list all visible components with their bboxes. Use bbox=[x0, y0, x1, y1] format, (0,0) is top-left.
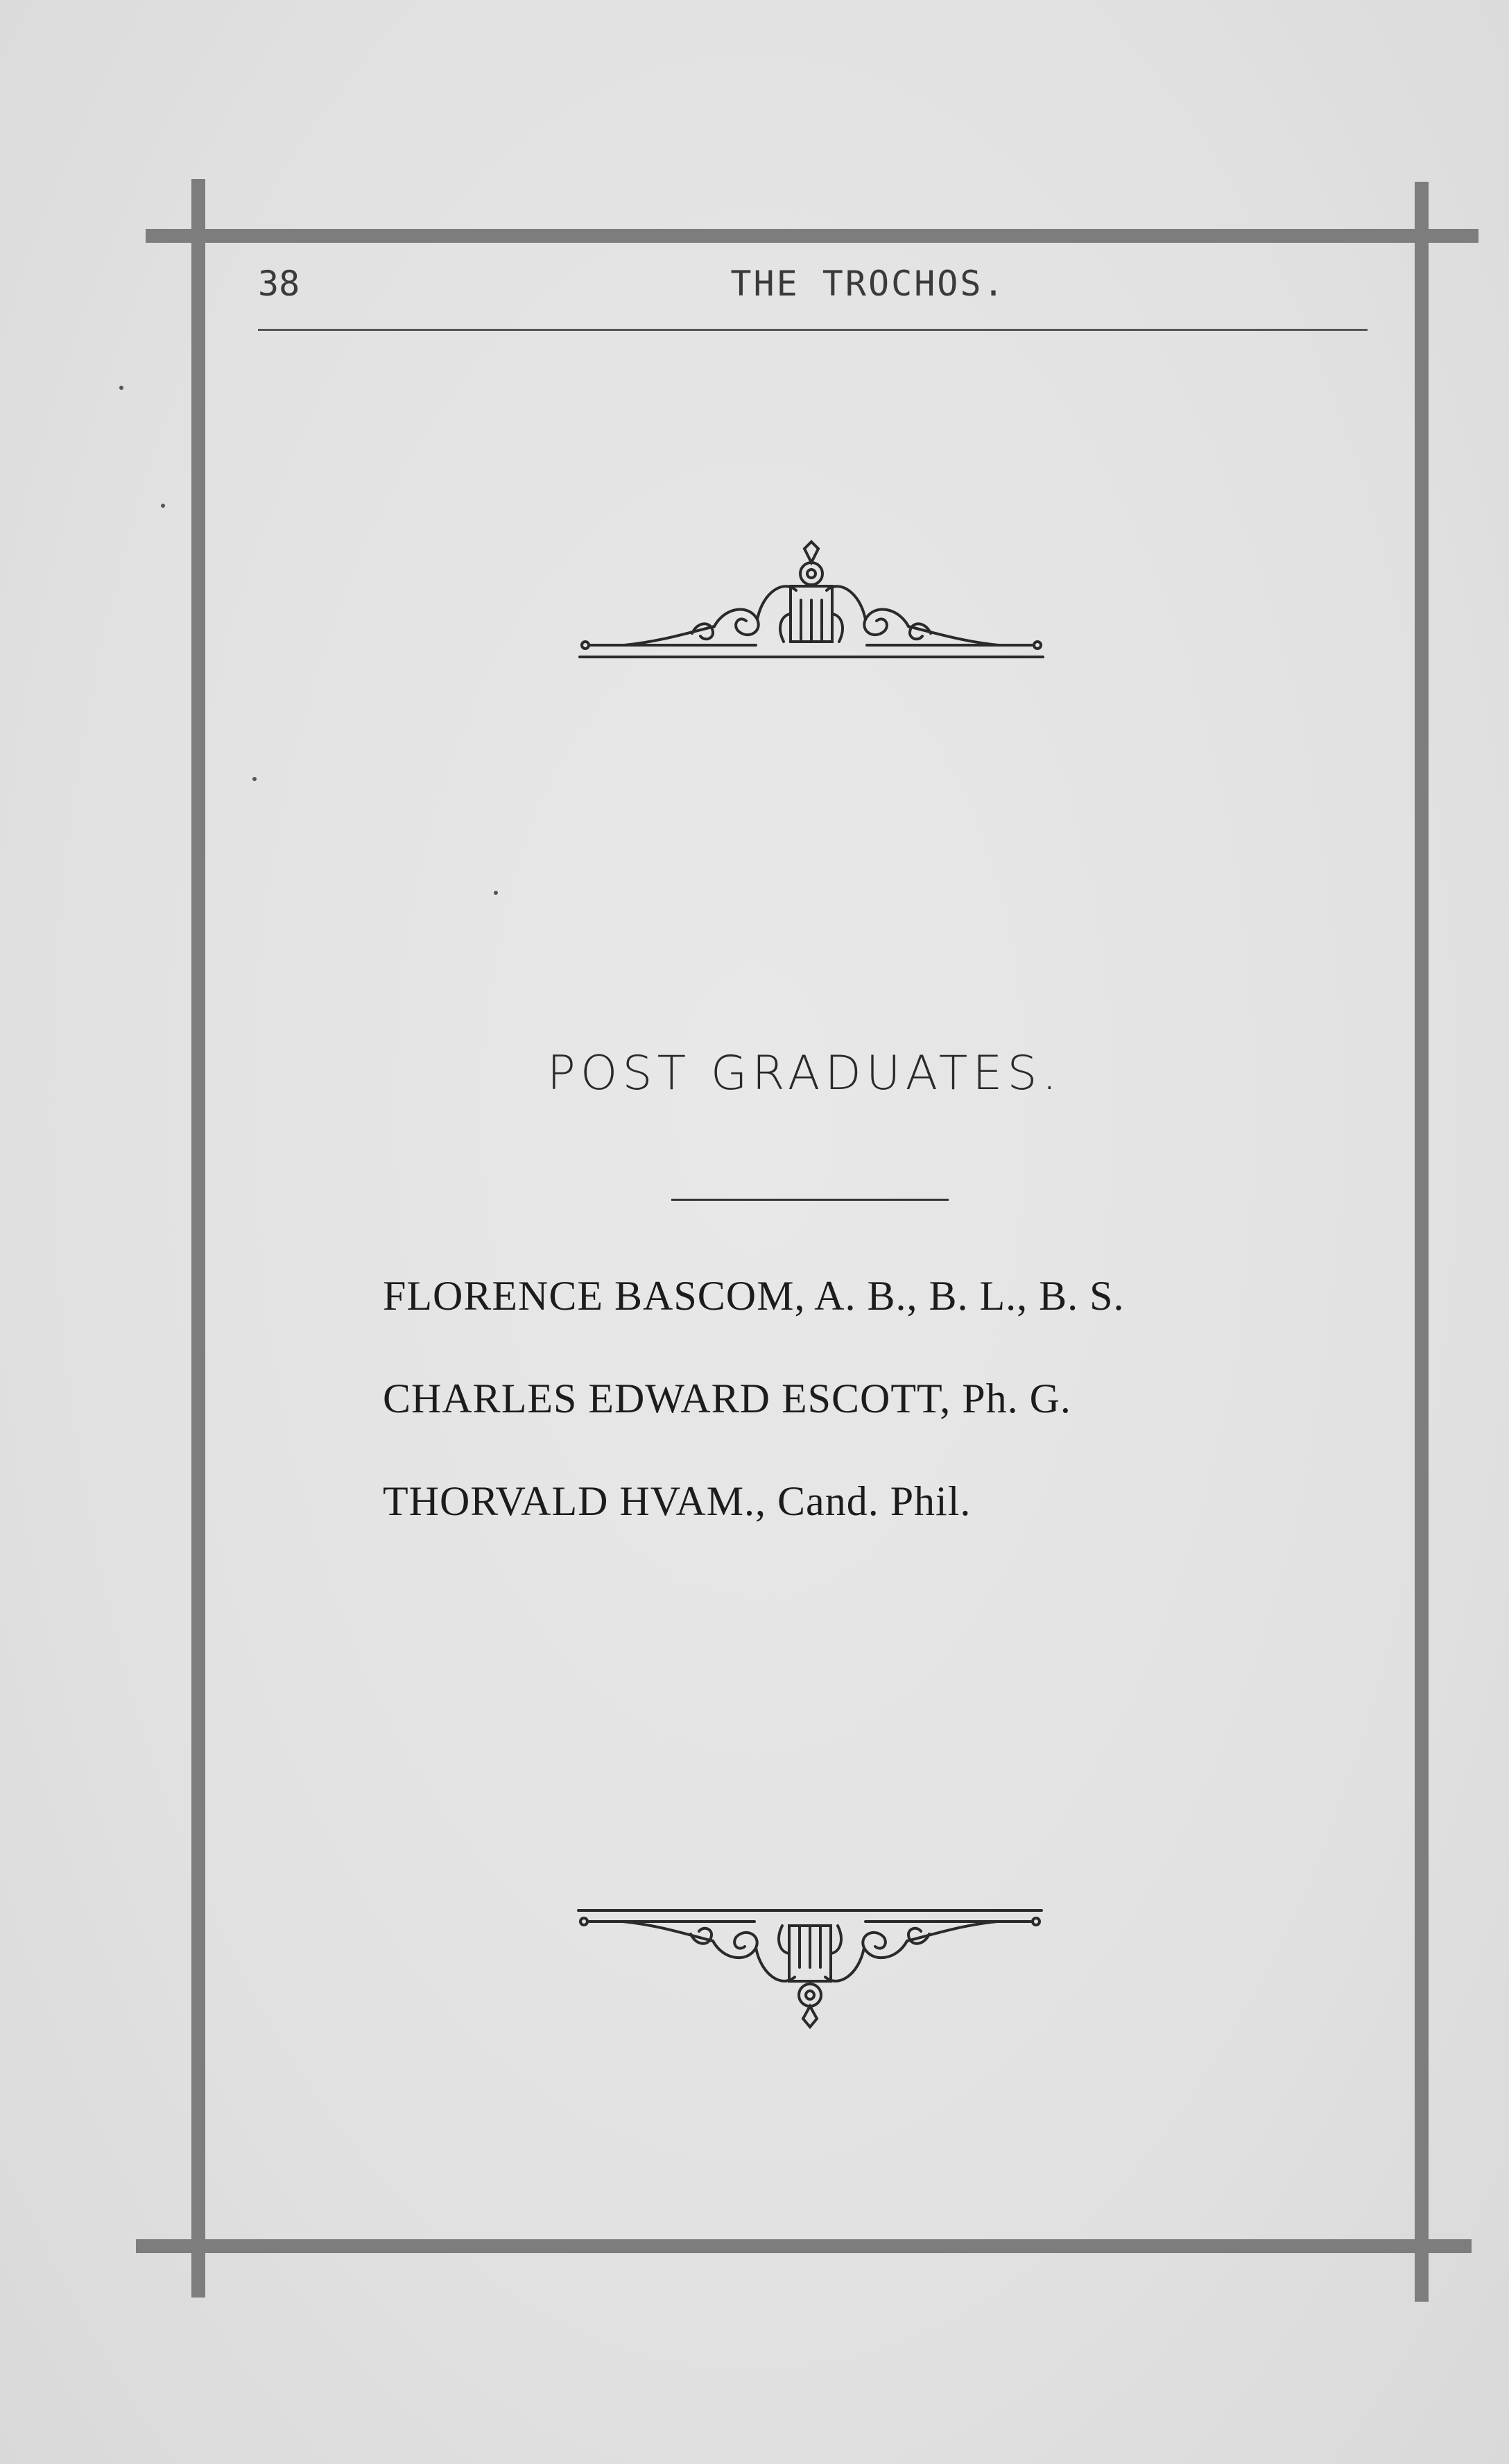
paper-speck bbox=[119, 386, 123, 390]
frame-right-rule bbox=[1415, 182, 1429, 2302]
scroll-flourish-icon bbox=[576, 538, 1047, 662]
running-header bbox=[258, 264, 1368, 326]
paper-speck bbox=[252, 777, 257, 781]
frame-bottom-rule bbox=[136, 2239, 1472, 2253]
list-item: THORVALD HVAM., Cand. Phil. bbox=[383, 1478, 972, 1524]
title-underline bbox=[671, 1199, 949, 1201]
list-item: CHARLES EDWARD ESCOTT, Ph. G. bbox=[383, 1376, 1071, 1421]
running-title: THE TROCHOS. bbox=[730, 264, 1006, 304]
section-title: POST GRADUATES. bbox=[546, 1046, 1062, 1101]
paper-speck bbox=[494, 891, 498, 895]
frame-top-rule bbox=[146, 229, 1478, 243]
page-number: 38 bbox=[258, 264, 300, 304]
paper-speck bbox=[161, 504, 165, 508]
scroll-flourish-icon bbox=[574, 1901, 1046, 2033]
graduates-list bbox=[383, 1275, 1354, 1583]
list-item: FLORENCE BASCOM, A. B., B. L., B. S. bbox=[383, 1273, 1125, 1319]
header-rule bbox=[258, 329, 1368, 331]
frame-left-rule bbox=[191, 179, 205, 2298]
